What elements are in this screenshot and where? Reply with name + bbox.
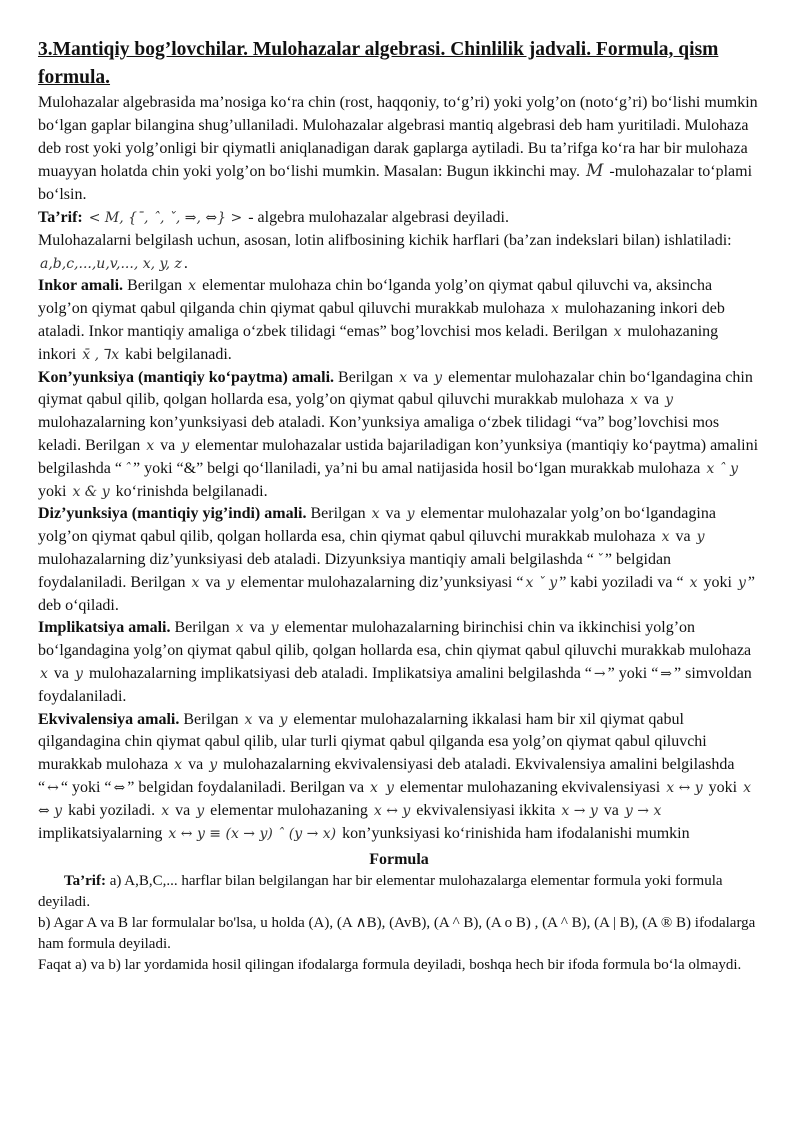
text-span: mulohazaning inkori deb ataladi. Inkor mantiqiy amaliga o‘zbek tilidagi “emas” bog’lovchisi mos keladi. Berilgan — [38, 300, 725, 340]
algebra-expression: < M, {¯, ˆ, ˇ, ⇒, ⇔} > — [88, 209, 243, 226]
var-x: x — [161, 802, 170, 819]
notation-text: Mulohazalarni belgilash uchun, asosan, lotin alifbosining kichik harflari (ba’zan indekslari bilan) ishlatiladi: — [38, 231, 732, 249]
var-x: x — [174, 757, 183, 774]
var-x: x — [188, 278, 197, 295]
var-y: y — [665, 392, 674, 409]
text-span: elementar mulohazaning — [210, 801, 368, 819]
var-y: y — [385, 779, 394, 796]
text-span: Berilgan — [174, 619, 230, 637]
implication-yx-formula: y → x — [624, 802, 662, 819]
notation-end: . — [183, 254, 188, 272]
var-x: x — [630, 392, 638, 409]
conjunction-formula-amp: x & y — [72, 483, 110, 500]
text-span: va — [175, 801, 191, 819]
page-title: 3.Mantiqiy bog’lovchilar. Mulohazalar algebrasi. Chinlilik jadvali. Formula, qism formula. — [38, 39, 719, 88]
conjunction-formula: x ˆ y — [706, 460, 739, 477]
text-span: mulohazaning inkori — [38, 322, 719, 363]
definition-label: Ta’rif: — [38, 208, 83, 226]
intro-text-end: -mulohazalar to‘plami bo‘lsin. — [38, 163, 753, 204]
text-span: Berilgan — [310, 505, 366, 523]
var-y: y — [270, 620, 279, 637]
text-span: elementar mulohazalar ustida bajariladigan kon’yunksiya (mantiqiy ko‘paytma) amalini belgilashda “ — [38, 436, 759, 477]
disjunction-section — [38, 503, 760, 617]
formula-definition-b: b) Agar A va B lar formulalar bo'lsa, u holda (A), (A ∧B), (AvB), (A ^ B), (A o B) , (A ^ B), (A | B), (A ® B) ifodalarga ham formula deyiladi. — [38, 915, 756, 953]
var-x: x — [191, 574, 200, 591]
formula-heading: Formula — [369, 851, 429, 869]
negation-section — [38, 275, 760, 366]
formula-definition-a — [38, 871, 760, 913]
conjunction-symbol: ˆ — [123, 460, 131, 477]
text-span: kabi yoziladi. — [68, 801, 156, 819]
var-x: x — [689, 574, 698, 591]
var-x: x — [370, 779, 378, 796]
implication-section — [38, 617, 760, 708]
arrow-symbol: → — [593, 665, 606, 682]
text-span: elementar mulohazaning ekvivalensiyasi — [399, 778, 661, 796]
text-span: va — [249, 619, 265, 637]
text-span: elementar mulohazalarning ikkalasi ham bir xil qiymat qabul qilgandagina chin qiymat qabul qilib, ular turli qiymat qabul qilganda esa yolg’on qiymat qabul qiluvchi murakkab mulohaza — [38, 710, 707, 774]
text-span: va — [160, 436, 176, 454]
text-span: va — [644, 391, 660, 409]
formula-rule-a: a) A,B,C,... harflar bilan belgilangan har bir elementar mulohazalarga elementar formula yoki formula deyiladi. — [38, 873, 723, 911]
var-y: y — [75, 665, 83, 682]
text-span: kabi belgilanadi. — [125, 345, 232, 363]
var-y: y — [181, 437, 190, 454]
text-span: ” kabi yoziladi va “ — [559, 573, 684, 591]
equivalence-decomposition-formula: x ↔ y ≡ (x → y) ˆ (y → x) — [168, 825, 337, 842]
text-span: va — [413, 368, 429, 386]
var-y: y — [434, 369, 443, 386]
equivalence-section — [38, 709, 760, 846]
var-x: x — [551, 301, 559, 318]
negation-heading: Inkor amali. — [38, 277, 124, 295]
text-span: elementar mulohazalar yolg’on bo‘lgandagina yolg’on qiymat qabul qilib, qolgan hollarda esa, chin qiymat qabul qiluvchi murakkab mulohaza — [38, 505, 716, 546]
text-span: mulohazalarning implikatsiyasi deb ataladi. Implikatsiya amalini belgilashda “ — [88, 664, 592, 682]
var-x: x — [146, 437, 155, 454]
letters-formula: a,b,c,...,u,v,..., x, y, z — [40, 255, 182, 272]
text-span: va — [603, 801, 619, 819]
text-span: mulohazalarning kon’yunksiyasi deb ataladi. Kon’yunksiya amaliga o‘zbek tilidagi “va” bog’lovchisi mos keladi. Berilgan — [38, 414, 720, 454]
text-span: va — [385, 505, 401, 523]
formula-definition-c: Faqat a) va b) lar yordamida hosil qilingan ifodalarga formula deyiladi, boshqa hech bir ifoda formula bo‘la olmaydi. — [38, 957, 742, 974]
var-y: y — [196, 802, 205, 819]
var-y: y — [737, 574, 746, 591]
equivalence-formula: x ↔ y — [666, 779, 703, 796]
disjunction-symbol: ˇ — [595, 551, 603, 568]
text-span: Berilgan — [338, 368, 394, 386]
text-span: va — [258, 710, 274, 728]
text-span: implikatsiyalarning — [38, 824, 163, 842]
text-span: va — [205, 573, 221, 591]
set-symbol: M — [586, 161, 604, 182]
equivalence-formula-alt: x ⇔ y — [38, 779, 752, 819]
var-x: x — [613, 323, 622, 340]
text-span: yoki — [38, 482, 67, 500]
text-span: elementar mulohazalarning diz’yunksiyasi “ — [240, 573, 524, 591]
text-span: ” belgidan foydalaniladi. Berilgan — [38, 550, 672, 591]
text-span: ” yoki “&” belgi qo‘llaniladi, ya’ni bu amal natijasida hosil bo‘lgan murakkab mulohaza — [132, 459, 701, 477]
text-span: Berilgan va — [289, 778, 365, 796]
var-x: x — [399, 369, 408, 386]
text-span: ekvivalensiyasi ikkita — [416, 801, 556, 819]
text-span: va — [675, 528, 691, 546]
equivalence-formula: x ↔ y — [373, 802, 411, 819]
equivalence-heading: Ekvivalensiya amali. — [38, 710, 180, 728]
var-x: x — [661, 529, 670, 546]
text-span: ” deb o‘qiladi. — [38, 573, 755, 614]
disjunction-heading: Diz’yunksiya (mantiqiy yig’indi) amali. — [38, 505, 307, 523]
notation-paragraph — [38, 230, 760, 276]
intro-paragraph — [38, 92, 760, 207]
text-span: Berilgan — [127, 277, 183, 295]
var-y: y — [226, 574, 235, 591]
implication-xy-formula: x → y — [561, 802, 598, 819]
var-y: y — [209, 757, 218, 774]
biarrow-symbol: ↔ — [47, 779, 59, 796]
text-span: elementar mulohazalarning birinchisi chin va ikkinchisi yolg’on bo‘lgandagina yolg’on qiymat qabul qilib, qolgan hollarda esa, chin qiymat qabul qiluvchi murakkab mulohaza — [38, 619, 752, 660]
text-span: ” belgidan foydalaniladi. — [127, 778, 286, 796]
text-span: ” simvoldan foydalaniladi. — [38, 664, 752, 705]
text-span: mulohazalarning ekvivalensiyasi deb ataladi. Ekvivalensiya amalini belgilashda “ — [38, 756, 735, 796]
definition-paragraph — [38, 207, 760, 230]
document-page — [38, 36, 760, 976]
text-span: ko‘rinishda belgilanadi. — [115, 482, 268, 500]
disjunction-formula: x ˇ y — [525, 574, 558, 591]
text-span: Berilgan — [183, 710, 239, 728]
text-span: “ yoki “ — [60, 778, 112, 796]
var-y: y — [279, 711, 288, 728]
definition-text: - algebra mulohazalar algebrasi deyiladi. — [248, 208, 509, 226]
text-span: yoki — [708, 778, 738, 796]
var-x: x — [244, 711, 253, 728]
var-y: y — [406, 506, 415, 523]
var-x: x — [40, 665, 48, 682]
var-x: x — [235, 620, 244, 637]
negation-formula: x̄ , ⅂x — [82, 346, 120, 363]
text-span: elementar mulohazalar chin bo‘lgandagina chin qiymat qabul qilib, qolgan hollarda esa, yolg’on qiymat qabul qiluvchi murakkab mulohaza — [38, 368, 753, 409]
text-span: kon’yunksiyasi ko‘rinishida ham ifodalanishi mumkin — [342, 824, 690, 842]
double-biarrow-symbol: ⇔ — [113, 779, 126, 796]
conjunction-heading: Kon’yunksiya (mantiqiy ko‘paytma) amali. — [38, 368, 335, 386]
double-arrow-symbol: ⇒ — [660, 665, 673, 682]
text-span: elementar mulohaza chin bo‘lganda yolg’on qiymat qabul qiluvchi va, aksincha yolg’on qiymat qabul qilganda chin qiymat qabul qiluvchi murakkab mulohaza — [38, 277, 713, 318]
text-span: va — [53, 664, 70, 682]
implication-heading: Implikatsiya amali. — [38, 619, 171, 637]
text-span: va — [188, 756, 204, 774]
var-x: x — [371, 506, 380, 523]
formula-definition-label: Ta’rif: — [64, 873, 106, 890]
text-span: ” yoki “ — [607, 664, 659, 682]
conjunction-section — [38, 367, 760, 504]
var-y: y — [696, 529, 705, 546]
intro-text: Mulohazalar algebrasida ma’nosiga ko‘ra chin (rost, haqqoniy, to‘g’ri) yoki yolg’on (noto‘g’ri) bo‘lishi mumkin bo‘lgan gaplar bilangina shug’ullaniladi. Mulohazalar algebrasi mantiq algebrasi deb ham yuritiladi. Mulohaza deb rost yoki yolg’onligi bir qiymatli aniqlanadigan darak gaplarga aytiladi. Bu ta’rifga ko‘ra har bir mulohaza muayyan holatda chin yoki yolg’on bo‘lishi mumkin. Masalan: Bugun ikkinchi may. — [38, 94, 758, 181]
text-span: mulohazalarning diz’yunksiyasi deb ataladi. Dizyunksiya mantiqiy amali belgilashda “ — [38, 550, 594, 568]
text-span: yoki — [703, 573, 732, 591]
